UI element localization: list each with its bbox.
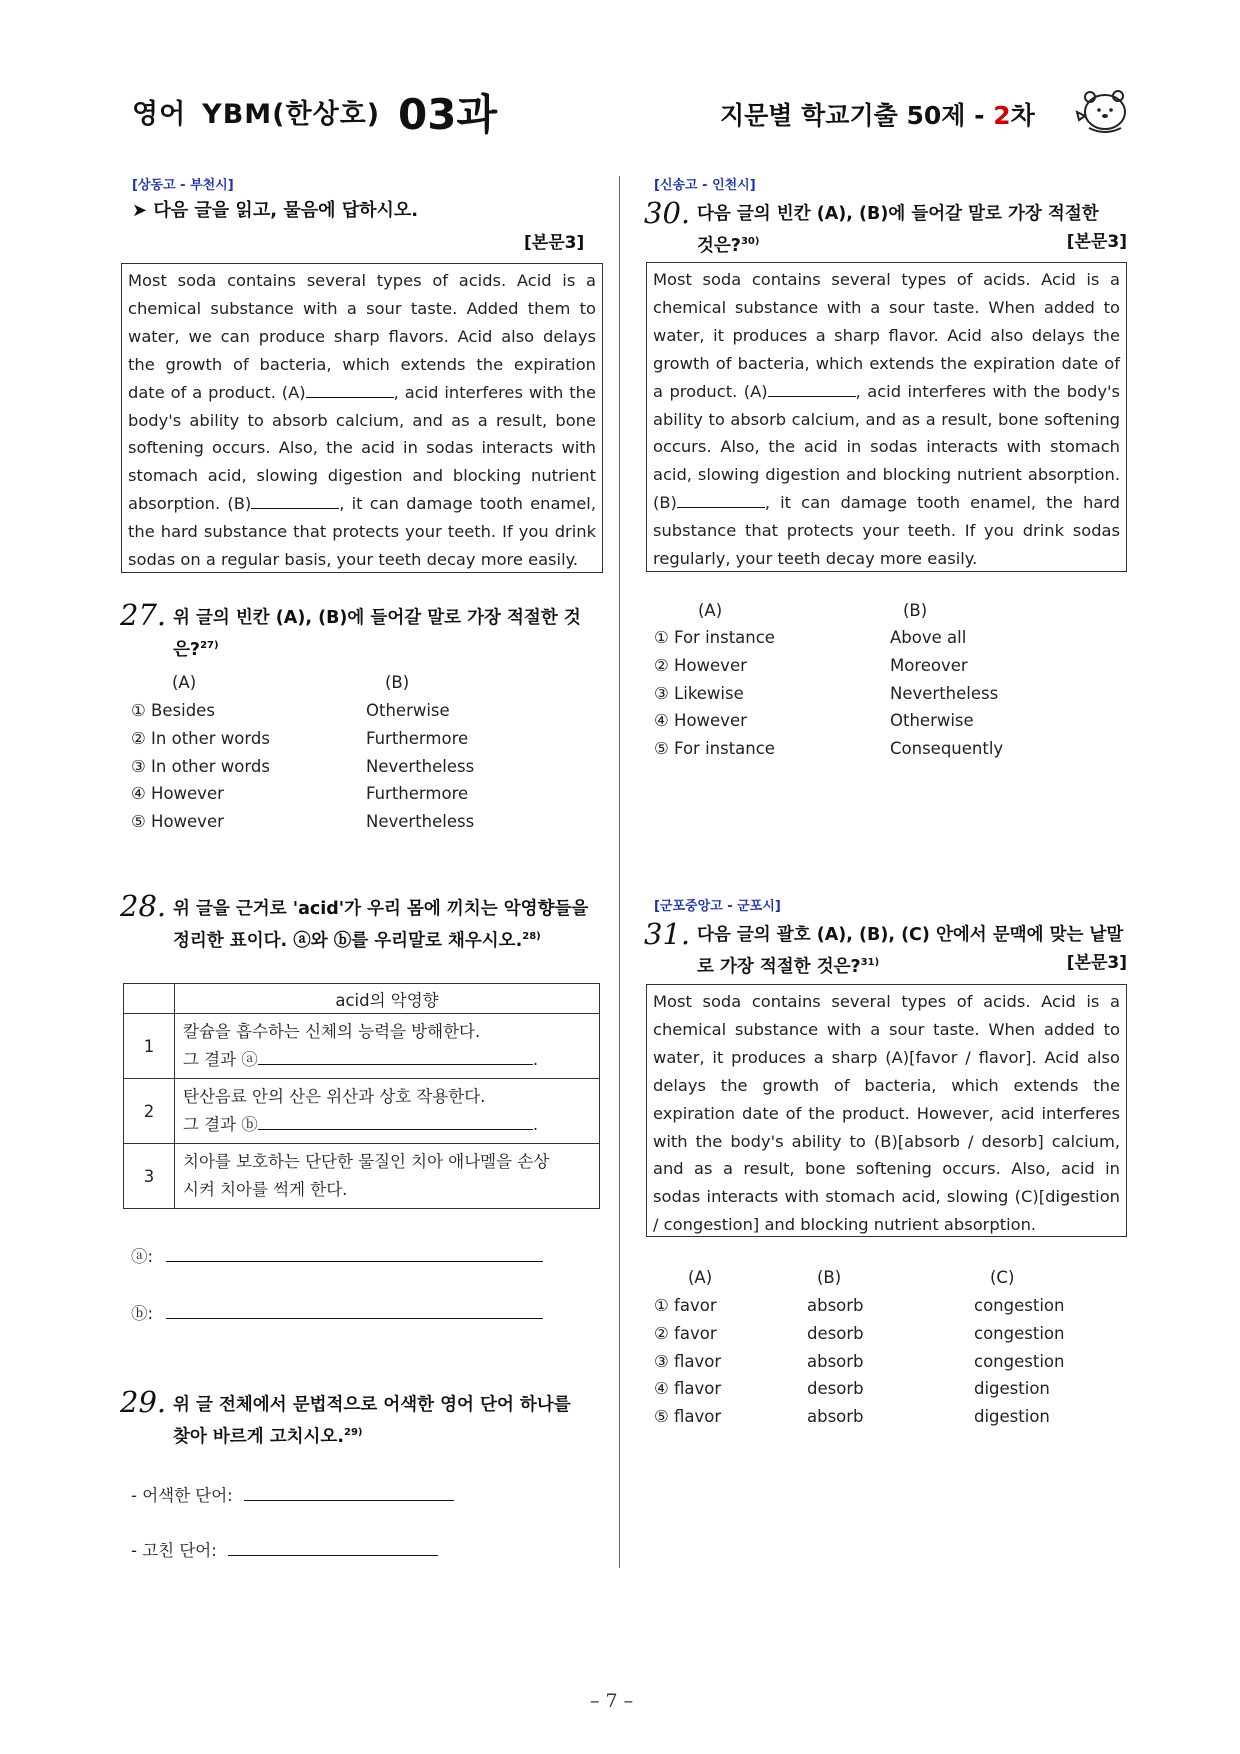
q30-option[interactable]	[654, 624, 1124, 652]
right-source-1: [신송고 - 인천시]	[654, 178, 756, 193]
option-a: ③ flavor	[654, 1351, 722, 1371]
option-b: Above all	[890, 628, 967, 647]
answer-a-label: ⓐ:	[131, 1247, 154, 1266]
option-a: ② However	[654, 655, 747, 675]
q31-option[interactable]	[654, 1348, 1124, 1376]
q27-option[interactable]	[131, 697, 601, 725]
wrong-word-label: - 어색한 단어:	[131, 1486, 233, 1505]
option-b: desorb	[807, 1323, 864, 1343]
row-line2: 시켜 치아를 썩게 한다.	[183, 1180, 348, 1199]
option-b: Nevertheless	[890, 683, 999, 703]
q27-question	[173, 604, 603, 664]
option-a: ⑤ However	[131, 812, 224, 832]
option-c: congestion	[974, 1323, 1065, 1343]
q28-line1: 위 글을 근거로 'acid'가 우리 몸에 끼치는 악영향들을	[173, 899, 589, 919]
option-a: ④ However	[654, 711, 747, 731]
subject: 영어	[132, 99, 187, 130]
q31-col-b: (B)	[817, 1268, 842, 1287]
q27-option[interactable]	[131, 808, 601, 836]
q29-line1: 위 글 전체에서 문법적으로 어색한 영어 단어 하나를	[173, 1395, 571, 1415]
left-passage-tag: [본문3]	[524, 233, 585, 253]
series-title	[720, 96, 1035, 132]
answer-b-line[interactable]	[166, 1304, 543, 1319]
q28-answer-a	[131, 1243, 543, 1271]
q30-passage	[646, 262, 1127, 572]
blank-b	[251, 494, 339, 509]
table-row	[124, 1144, 600, 1209]
q30-option[interactable]	[654, 735, 1124, 763]
q28-line2: 정리한 표이다. ⓐ와 ⓑ를 우리말로 채우시오.	[173, 930, 523, 951]
lesson-title: 03과	[398, 90, 498, 139]
q28-question	[173, 895, 603, 955]
row-line2: 그 결과 ⓐ	[183, 1050, 258, 1069]
q31-footnote: 31)	[860, 957, 880, 968]
option-b: Furthermore	[366, 728, 469, 748]
table-row	[124, 1014, 600, 1079]
q28-footnote: 28)	[522, 931, 541, 942]
option-b: desorb	[807, 1379, 864, 1399]
passage-text: Most soda contains several types of acids. Acid is a chemical substance with a sour taste. Added them to water, we can produce sharp flavors. Acid also delays the growth of bacteria, which extends the expiration date of a product. (A)	[128, 271, 596, 402]
q31-options	[654, 1292, 1124, 1431]
q28-number: 28.	[120, 889, 167, 923]
q27-line2: 은?	[173, 639, 201, 660]
option-b: Nevertheless	[366, 756, 475, 776]
row-number: 2	[124, 1079, 175, 1144]
q29-line2: 찾아 바르게 고치시오.	[173, 1426, 344, 1447]
left-passage	[121, 263, 603, 573]
fixed-word-line[interactable]	[228, 1541, 438, 1556]
table-row	[124, 1079, 600, 1144]
option-b: absorb	[807, 1296, 864, 1315]
q31-option[interactable]	[654, 1320, 1124, 1348]
option-c: digestion	[974, 1379, 1050, 1399]
row-number: 3	[124, 1144, 175, 1209]
row-content: 탄산음료 안의 산은 위산과 상호 작용한다. 그 결과 ⓑ .	[175, 1079, 600, 1144]
answer-b-label: ⓑ:	[131, 1304, 154, 1323]
q29-number: 29.	[120, 1385, 167, 1419]
q30-option[interactable]	[654, 707, 1124, 735]
q29-wrong-word	[131, 1482, 454, 1510]
table-corner	[124, 984, 175, 1014]
blank-b	[677, 493, 765, 508]
answer-a-line[interactable]	[166, 1247, 543, 1262]
option-b: absorb	[807, 1351, 864, 1371]
left-source: [상동고 - 부천시]	[132, 178, 234, 193]
option-c: digestion	[974, 1407, 1050, 1427]
q31-line1: 다음 글의 괄호 (A), (B), (C) 안에서 문맥에 맞는 낱말	[697, 925, 1124, 945]
row-line1: 탄산음료 안의 산은 위산과 상호 작용한다.	[183, 1087, 486, 1106]
right-source-2: [군포중앙고 - 군포시]	[654, 899, 781, 914]
fixed-word-label: - 고친 단어:	[131, 1541, 217, 1560]
q30-tag: [본문3]	[1066, 232, 1127, 252]
q31-col-c: (C)	[990, 1268, 1015, 1287]
option-a: ① For instance	[654, 628, 775, 647]
blank-a	[768, 382, 856, 397]
passage-text: , acid interferes with the body's ability to absorb calcium, and as a result, bone softening occurs. Also, the acid in sodas interacts with stomach acid, slowing digestion and blocking nutrient absorption. (B)	[653, 381, 1120, 513]
left-instruction: ➤ 다음 글을 읽고, 물음에 답하시오.	[132, 200, 419, 221]
q30-col-a: (A)	[698, 601, 723, 620]
option-b: Otherwise	[890, 711, 974, 731]
round-number: 2	[993, 101, 1011, 130]
q31-option[interactable]	[654, 1403, 1124, 1431]
q27-options	[131, 697, 601, 836]
q30-option[interactable]	[654, 652, 1124, 680]
q29-question	[173, 1391, 603, 1451]
q27-footnote: 27)	[200, 640, 219, 651]
answer-b-blank[interactable]	[258, 1113, 533, 1130]
q31-option[interactable]	[654, 1292, 1124, 1320]
option-b: absorb	[807, 1407, 864, 1427]
row-line1: 칼슘을 흡수하는 신체의 능력을 방해한다.	[183, 1022, 481, 1041]
row-content	[175, 1144, 600, 1209]
round-suffix: 차	[1010, 101, 1035, 130]
header-subject	[132, 92, 380, 131]
passage-text: , it can damage tooth enamel, the hard substance that protects your teeth. If you drink sodas on a regular basis, your teeth decay more easily.	[128, 494, 596, 570]
q27-number: 27.	[120, 598, 167, 632]
option-a: ⑤ flavor	[654, 1407, 722, 1427]
page-number: – 7 –	[590, 1690, 634, 1712]
answer-a-blank[interactable]	[258, 1048, 533, 1065]
option-c: congestion	[974, 1351, 1065, 1371]
q31-col-a: (A)	[688, 1268, 713, 1287]
row-number: 1	[124, 1014, 175, 1079]
q27-option[interactable]	[131, 753, 601, 781]
series-prefix: 지문별 학교기출 50제 -	[720, 101, 994, 130]
row-content: 칼슘을 흡수하는 신체의 능력을 방해한다. 그 결과 ⓐ .	[175, 1014, 600, 1079]
passage-text: , acid interferes with the body's ability to absorb calcium, and as a result, bone softening occurs. Also, the acid in sodas interacts with stomach acid, slowing digestion and blocking nutrient absorption. (B)	[128, 382, 596, 514]
q29-footnote: 29)	[343, 1427, 363, 1438]
q30-col-b: (B)	[903, 601, 928, 620]
q31-tag: [본문3]	[1066, 953, 1127, 973]
q28-table	[123, 983, 600, 1209]
q30-question	[697, 200, 1127, 260]
option-b: Furthermore	[366, 784, 469, 804]
q29-fixed-word	[131, 1537, 438, 1565]
option-a: ④ However	[131, 784, 224, 804]
column-divider	[619, 176, 620, 1568]
q27-col-b: (B)	[385, 673, 410, 692]
q31-question	[697, 921, 1127, 981]
option-c: congestion	[974, 1296, 1065, 1315]
wrong-word-line[interactable]	[244, 1486, 454, 1501]
option-a: ① Besides	[131, 701, 215, 720]
option-b: Otherwise	[366, 701, 450, 720]
q27-option[interactable]	[131, 780, 601, 808]
option-a: ② In other words	[131, 728, 270, 748]
q31-passage: Most soda contains several types of acids. Acid is a chemical substance with a sour taste. When added to water, it produces a sharp (A)[favor / flavor]. Acid also delays the growth of bacteria, which extends the expiration date of the product. However, acid interferes with the body's ability to (B)[absorb / desorb] calcium, and as a result, bone softening occurs. Also, acid in sodas interacts with stomach acid, slowing (C)[digestion / congestion] and blocking nutrient absorption.	[646, 984, 1127, 1237]
publisher: YBM(한상호)	[202, 99, 381, 130]
q30-line2: 것은?	[697, 235, 741, 256]
option-a: ② favor	[654, 1323, 717, 1343]
q30-line1: 다음 글의 빈칸 (A), (B)에 들어갈 말로 가장 적절한	[697, 204, 1099, 224]
passage-text: Most soda contains several types of acids. Acid is a chemical substance with a sour taste. When added to water, it produces a sharp flavor. Acid also delays the growth of bacteria, which extends the expiration date of a product. (A)	[653, 270, 1120, 401]
q30-footnote: 30)	[740, 236, 760, 247]
table-header-row	[124, 984, 600, 1014]
q30-option[interactable]	[654, 680, 1124, 708]
row-line1: 치아를 보호하는 단단한 물질인 치아 애나멜을 손상	[183, 1152, 550, 1171]
option-b: Nevertheless	[366, 812, 475, 832]
q28-answer-b	[131, 1300, 543, 1328]
table-header: acid의 악영향	[175, 984, 600, 1014]
option-a: ① favor	[654, 1296, 717, 1315]
q27-col-a: (A)	[172, 673, 197, 692]
blank-a	[306, 383, 394, 398]
option-b: Moreover	[890, 655, 968, 675]
passage-text: , it can damage tooth enamel, the hard substance that protects your teeth. If you drink sodas regularly, your teeth decay more easily.	[653, 493, 1120, 569]
q31-option[interactable]	[654, 1375, 1124, 1403]
option-a: ⑤ For instance	[654, 739, 775, 759]
q30-number: 30.	[644, 196, 691, 230]
q31-line2: 로 가장 적절한 것은?	[697, 956, 861, 977]
row-line2: 그 결과 ⓑ	[183, 1115, 258, 1134]
q31-number: 31.	[644, 917, 691, 951]
q27-line1: 위 글의 빈칸 (A), (B)에 들어갈 말로 가장 적절한 것	[173, 608, 581, 628]
option-a: ④ flavor	[654, 1379, 722, 1399]
option-b: Consequently	[890, 739, 1004, 759]
q30-options	[654, 624, 1124, 763]
option-a: ③ In other words	[131, 756, 270, 776]
bear-mascot-icon	[1075, 86, 1131, 136]
option-a: ③ Likewise	[654, 683, 744, 703]
q27-option[interactable]	[131, 725, 601, 753]
